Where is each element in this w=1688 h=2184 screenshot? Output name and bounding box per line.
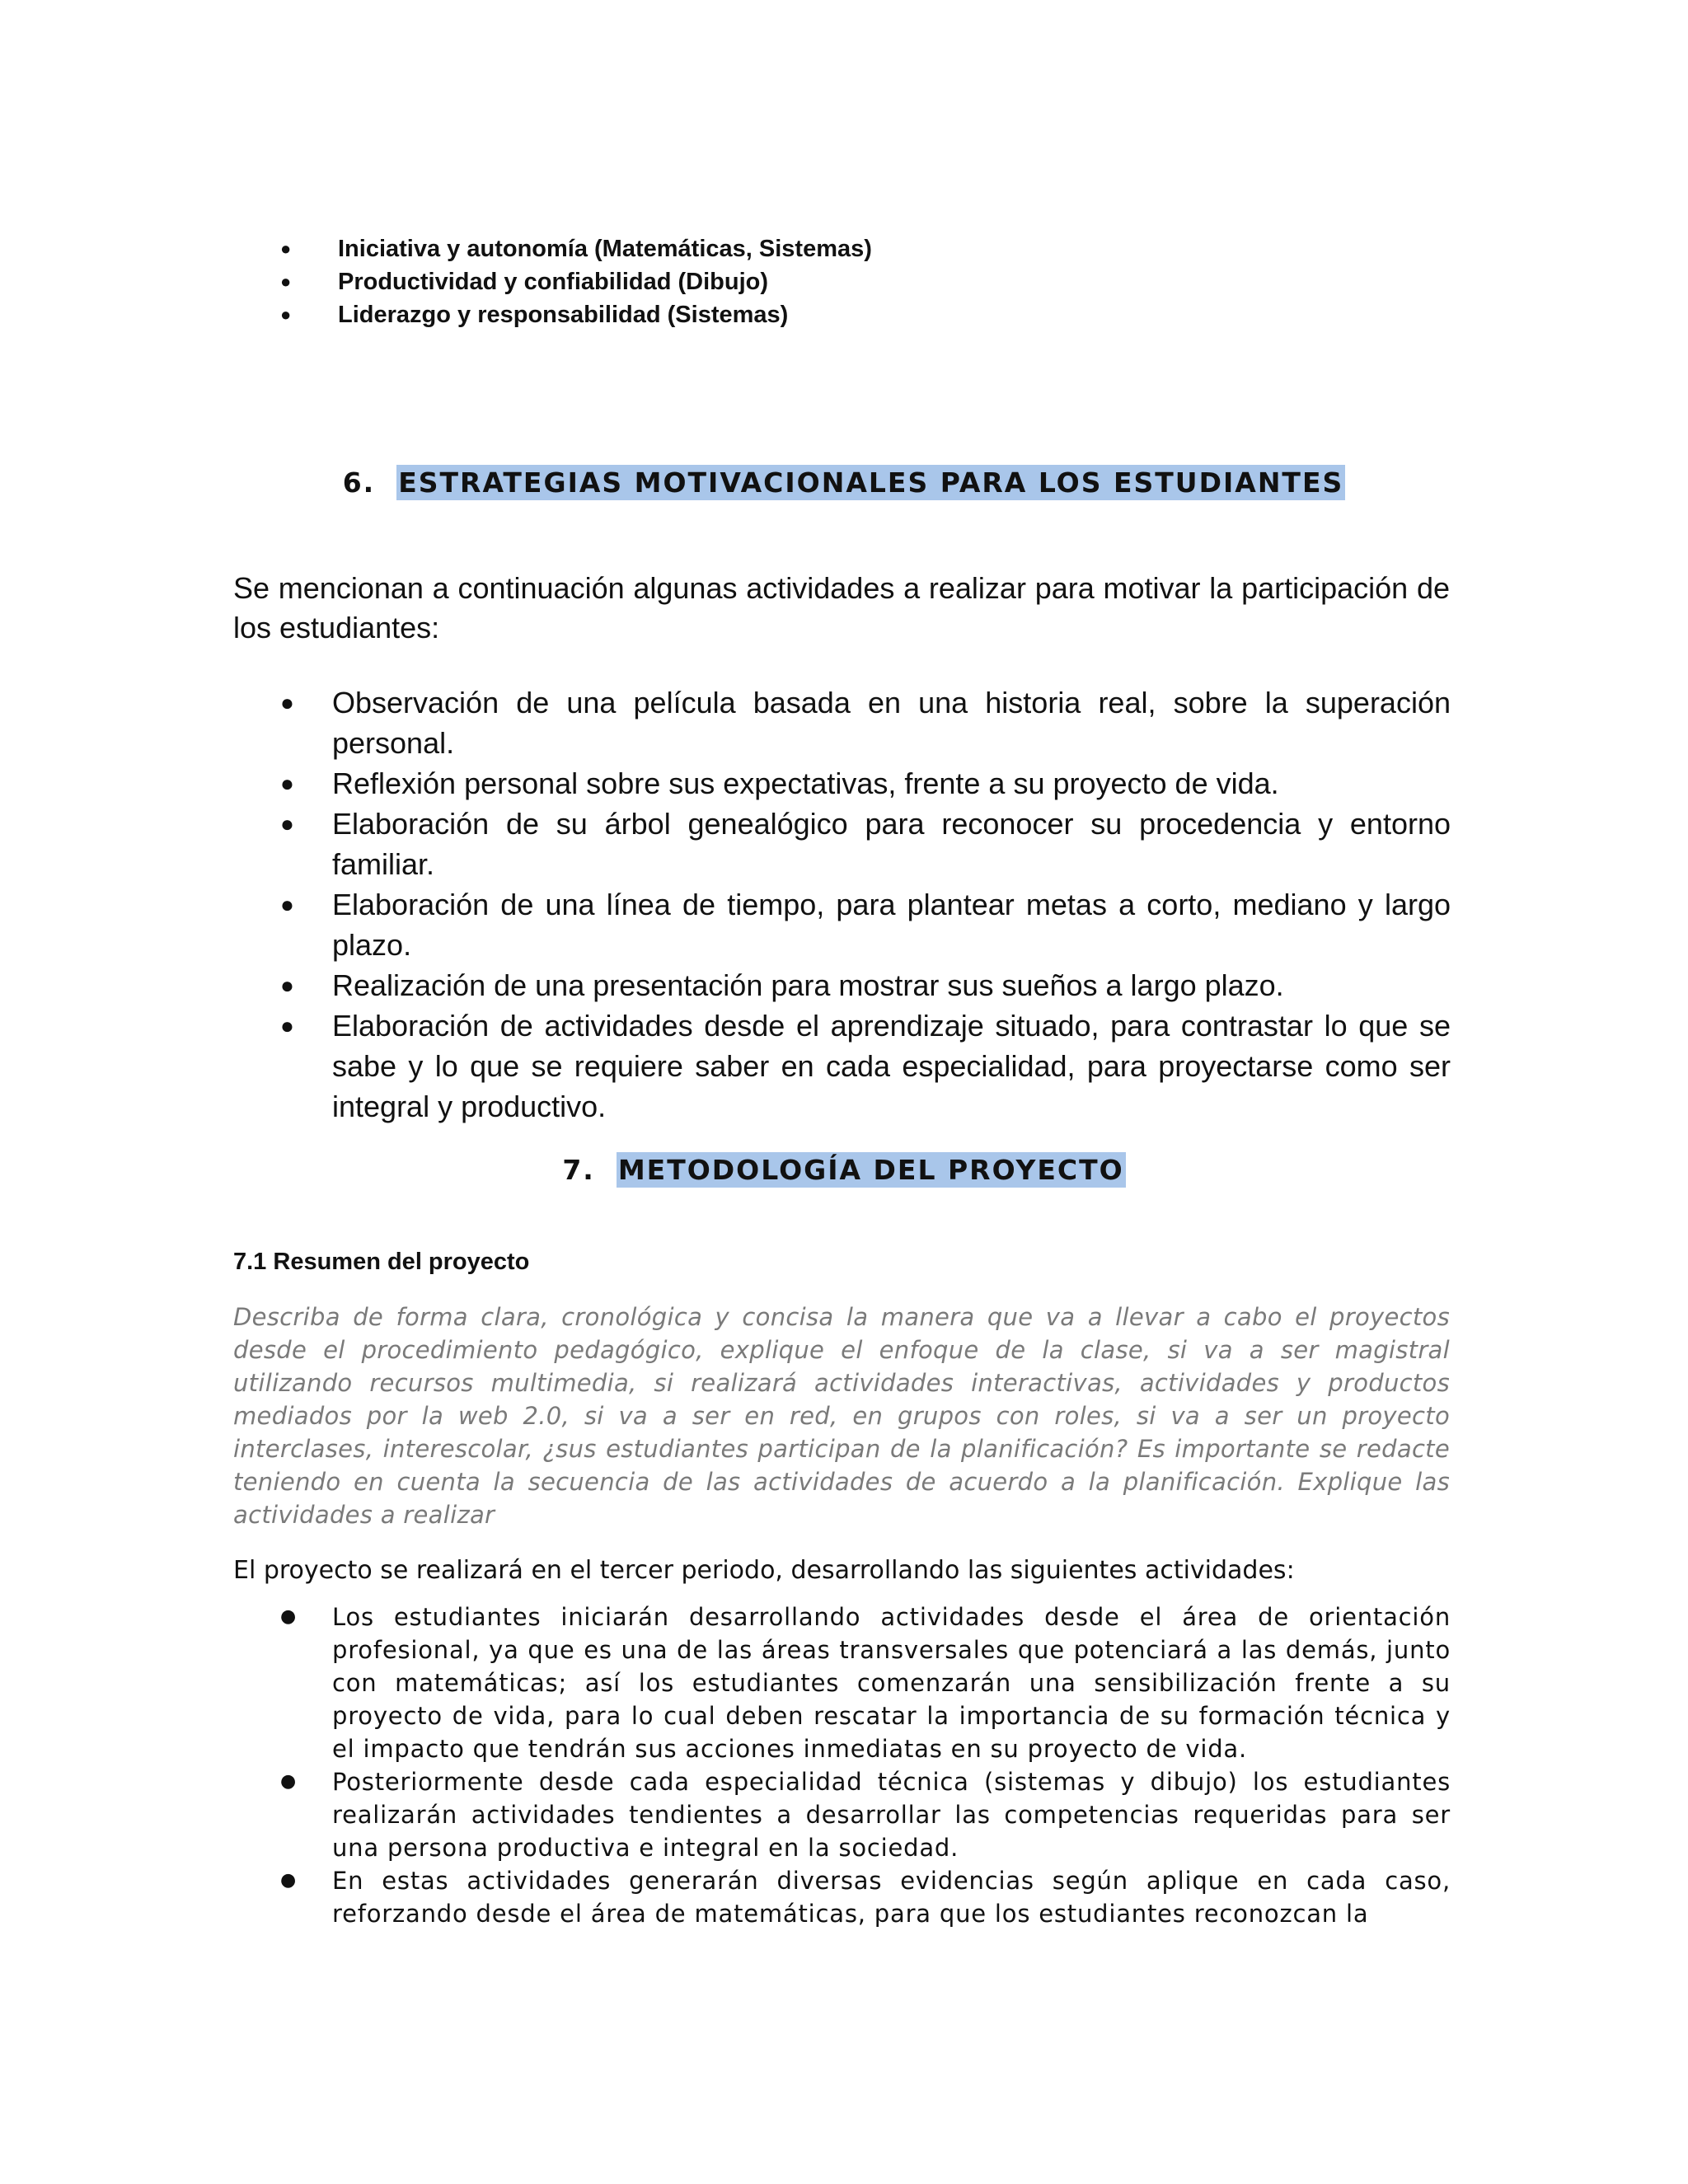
bullet-icon: ●: [280, 1606, 297, 1627]
section-7-heading: [0, 1154, 1688, 1186]
intro-paragraph: Se mencionan a continuación algunas actividades a realizar para motivar la participación de los estudiantes:: [233, 571, 1450, 644]
list-item-text: Iniciativa y autonomía (Matemáticas, Sistemas): [338, 235, 872, 262]
section-number: 6.: [342, 466, 376, 499]
activities-list: [280, 1601, 1451, 1930]
list-item-text: Elaboración de su árbol genealógico para reconocer su procedencia y entorno familiar.: [332, 807, 1451, 881]
statement-paragraph: El proyecto se realizará en el tercer periodo, desarrollando las siguientes actividades:: [233, 1556, 1295, 1585]
list-item-text: Reflexión personal sobre sus expectativas, frente a su proyecto de vida.: [332, 766, 1279, 800]
section-number: 7.: [562, 1154, 595, 1186]
list-item: [280, 265, 1451, 298]
list-item-text: Los estudiantes iniciarán desarrollando actividades desde el área de orientación profesional, ya que es una de las áreas transversales que potenciará a las demás, junto con matemáticas; así los estudiantes comenzarán una sensibilización frente a su proyecto de vida, para lo cual deben rescatar la importancia de su formación técnica y el impacto que tendrán sus acciones inmediatas en su proyecto de vida.: [332, 1603, 1451, 1763]
list-item: [280, 1765, 1451, 1864]
list-item-text: Productividad y confiabilidad (Dibujo): [338, 268, 769, 295]
bullet-icon: ●: [280, 1013, 294, 1038]
list-item-text: Posteriormente desde cada especialidad técnica (sistemas y dibujo) los estudiantes realizarán actividades tendientes a desarrollar las competencias requeridas para ser una persona productiva e integral en la sociedad.: [332, 1768, 1451, 1862]
bullet-icon: ●: [280, 238, 292, 259]
list-item-text: Elaboración de actividades desde el aprendizaje situado, para contrastar lo que se sabe y lo que se requiere saber en cada especialidad, para proyectarse como ser integral y productivo.: [332, 1009, 1451, 1123]
subsection-heading: 7.1 Resumen del proyecto: [233, 1249, 530, 1275]
list-item: [280, 1601, 1451, 1765]
bullet-icon: ●: [280, 1870, 297, 1891]
list-item-text: En estas actividades generarán diversas evidencias según aplique en cada caso, reforzando desde el área de matemáticas, para que los estudiantes reconozcan la: [332, 1867, 1451, 1928]
list-item: [280, 763, 1451, 804]
bullet-icon: ●: [280, 811, 294, 837]
list-item-text: Observación de una película basada en una historia real, sobre la superación personal.: [332, 686, 1451, 760]
bullet-icon: ●: [280, 771, 294, 796]
list-item: [280, 804, 1451, 884]
list-item: [280, 1864, 1451, 1930]
strategies-list: [280, 682, 1451, 1127]
bullet-icon: ●: [280, 892, 294, 917]
instructions-text: Describa de forma clara, cronológica y concisa la manera que va a llevar a cabo el proyectos desde el procedimiento pedagógico, explique el enfoque de la clase, si va a ser magistral utilizando recursos multimedia, si realizará actividades interactivas, actividades y productos mediados por la web 2.0, si va a ser en red, en grupos con roles, si va a ser un proyecto interclases, interescolar, ¿sus estudiantes participan de la planificación? Es importante se redacte teniendo en cuenta la secuencia de las actividades de acuerdo a la planificación. Explique las actividades a realizar: [233, 1303, 1450, 1529]
list-item: [280, 298, 1451, 331]
section-title: METODOLOGÍA DEL PROYECTO: [617, 1154, 1124, 1186]
list-item: [280, 965, 1451, 1005]
list-item-text: Realización de una presentación para mostrar sus sueños a largo plazo.: [332, 968, 1284, 1002]
bullet-icon: ●: [280, 271, 292, 292]
list-item-text: Liderazgo y responsabilidad (Sistemas): [338, 301, 789, 328]
section-title: ESTRATEGIAS MOTIVACIONALES PARA LOS ESTUDIANTES: [398, 466, 1344, 499]
bullet-icon: ●: [280, 690, 294, 715]
bullet-icon: ●: [280, 972, 294, 998]
list-item-text: Elaboración de una línea de tiempo, para plantear metas a corto, mediano y largo plazo.: [332, 888, 1451, 962]
bullet-icon: ●: [280, 1771, 297, 1792]
list-item: [280, 1005, 1451, 1127]
bullet-icon: ●: [280, 304, 292, 325]
list-item: [280, 884, 1451, 965]
list-item: [280, 232, 1451, 265]
section-6-heading: [0, 466, 1688, 499]
list-item: [280, 682, 1451, 763]
competencies-list: [280, 232, 1451, 331]
